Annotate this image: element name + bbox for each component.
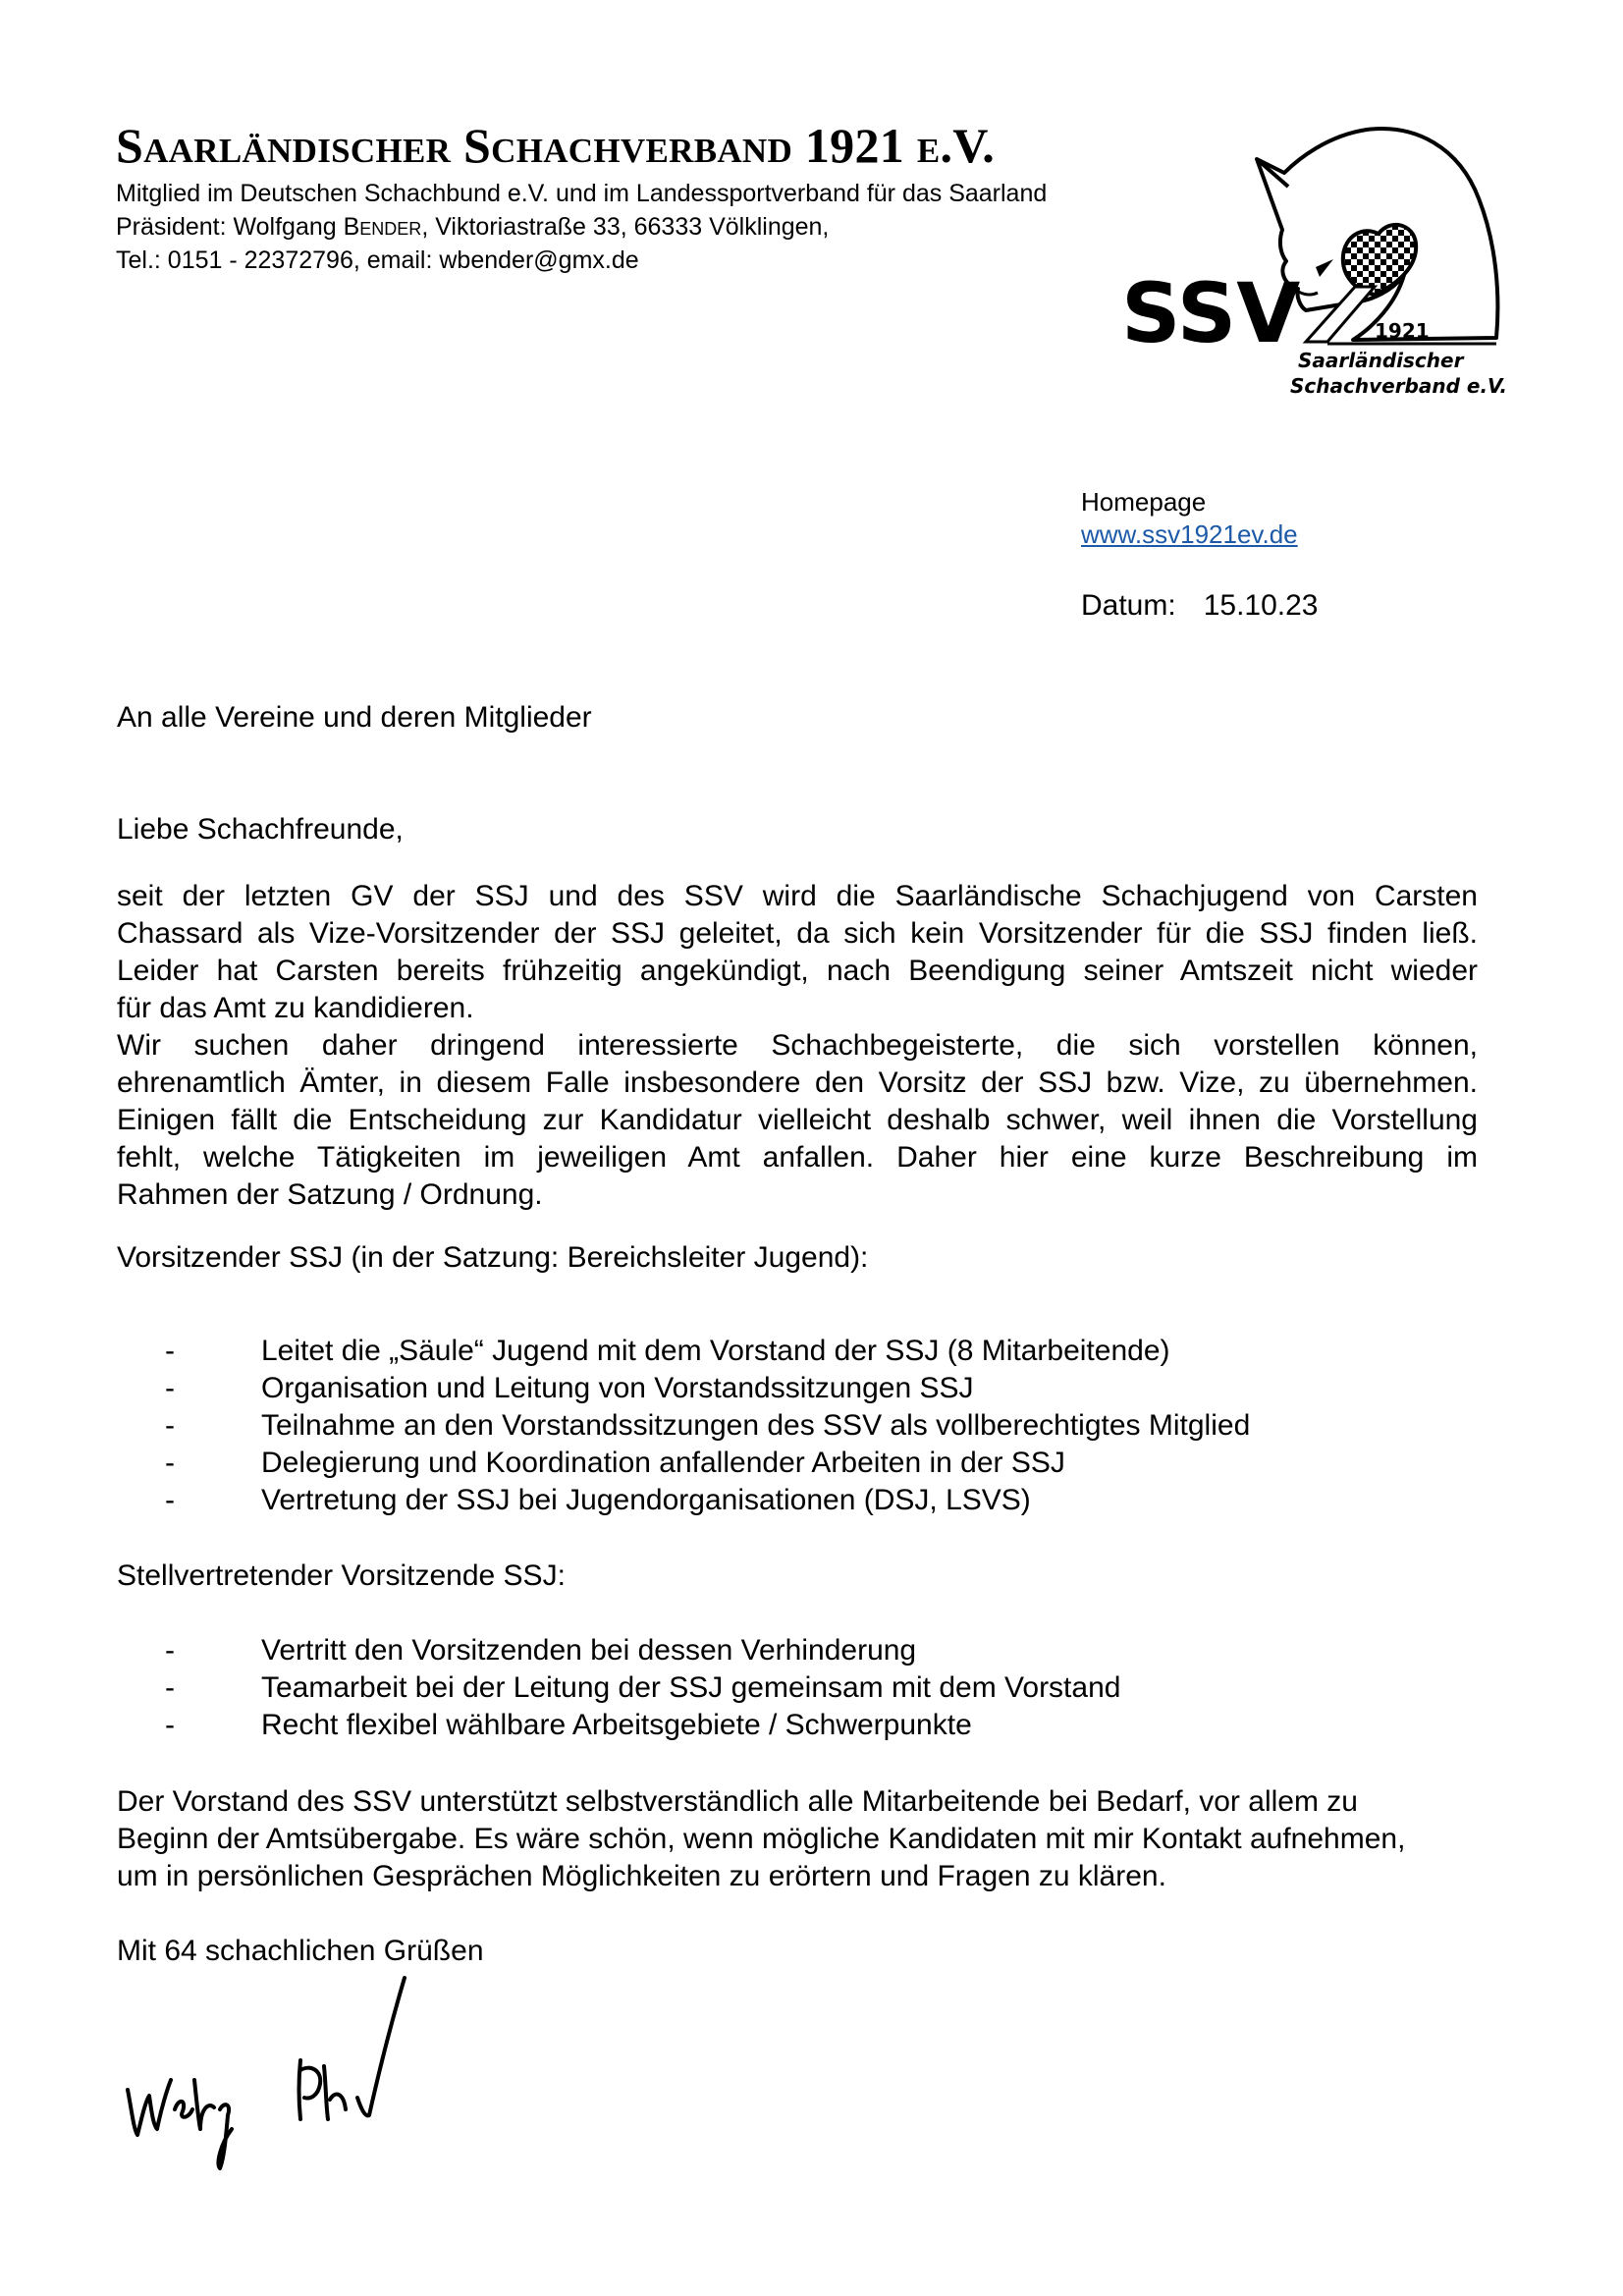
organization-title: Saarländischer Schachverband 1921 e.V. [116, 118, 996, 173]
section1-heading: Vorsitzender SSJ (in der Satzung: Bereichsleiter Jugend): [117, 1241, 869, 1274]
section2-heading: Stellvertretender Vorsitzende SSJ: [117, 1559, 566, 1592]
salutation: Liebe Schachfreunde, [117, 813, 404, 846]
addressee: An alle Vereine und deren Mitglieder [117, 701, 592, 734]
intro-line: Rahmen der Satzung / Ordnung. [117, 1178, 543, 1211]
intro-line: Einigen fällt die Entscheidung zur Kandidatur vielleicht deshalb schwer, weil ihnen die Vorstellung [117, 1104, 1478, 1136]
ssv-logo [1109, 118, 1542, 403]
section2-list [165, 1632, 1441, 1744]
president-prefix: Präsident: Wolfgang [116, 213, 344, 241]
president-address: , Viktoriastraße 33, 66333 Völklingen, [421, 213, 830, 241]
contact-line: Tel.: 0151 - 22372796, email: wbender@gmx.de [116, 246, 639, 274]
list-item: - Vertritt den Vorsitzenden bei dessen Verhinderung [165, 1634, 917, 1667]
logo-year: 1921 [1375, 319, 1430, 343]
logo-caption-2: Schachverband e.V. [1290, 374, 1508, 398]
intro-line: ehrenamtlich Ämter, in diesem Falle insbesondere den Vorsitz der SSJ bzw. Vize, zu übernehmen. [117, 1066, 1478, 1099]
section1-list [165, 1333, 1441, 1519]
list-item: - Delegierung und Koordination anfallender Arbeiten in der SSJ [165, 1447, 1065, 1479]
intro-line: seit der letzten GV der SSJ und des SSV wird die Saarländische Schachjugend von Carsten [117, 880, 1478, 912]
intro-line: für das Amt zu kandidieren. [117, 992, 474, 1024]
president-line [116, 210, 829, 244]
list-item: - Teilnahme an den Vorstandssitzungen des SSV als vollberechtigtes Mitglied [165, 1409, 1251, 1442]
intro-paragraph [117, 878, 1478, 1214]
homepage-label: Homepage [1081, 487, 1207, 517]
intro-line: Chassard als Vize-Vorsitzender der SSJ geleitet, da sich kein Vorsitzender für die SSJ finden ließ. [117, 917, 1478, 950]
date-label: Datum: [1081, 589, 1176, 622]
list-item: - Vertretung der SSJ bei Jugendorganisationen (DSJ, LSVS) [165, 1484, 1031, 1516]
date-value: 15.10.23 [1203, 589, 1319, 622]
list-item: - Organisation und Leitung von Vorstandssitzungen SSJ [165, 1372, 974, 1404]
signature [118, 1972, 432, 2178]
intro-line: fehlt, welche Tätigkeiten im jeweiligen Amt anfallen. Daher hier eine kurze Beschreibung im [117, 1141, 1478, 1174]
regards: Mit 64 schachlichen Grüßen [117, 1935, 484, 1967]
list-item: - Recht flexibel wählbare Arbeitsgebiete / Schwerpunkte [165, 1709, 972, 1741]
closing-line: um in persönlichen Gesprächen Möglichkeiten zu erörtern und Fragen zu klären. [117, 1860, 1166, 1892]
homepage-link[interactable]: www.ssv1921ev.de [1081, 519, 1298, 549]
date-line [1081, 586, 1318, 626]
list-item: - Leitet die „Säule“ Jugend mit dem Vorstand der SSJ (8 Mitarbeitende) [165, 1335, 1170, 1367]
closing-line: Der Vorstand des SSV unterstützt selbstverständlich alle Mitarbeitende bei Bedarf, vor allem zu [117, 1785, 1358, 1818]
intro-line: Leider hat Carsten bereits frühzeitig angekündigt, nach Beendigung seiner Amtszeit nicht wieder [117, 955, 1478, 987]
list-item: - Teamarbeit bei der Leitung der SSJ gemeinsam mit dem Vorstand [165, 1671, 1121, 1704]
closing-line: Beginn der Amtsübergabe. Es wäre schön, wenn mögliche Kandidaten mit mir Kontakt aufnehmen, [117, 1823, 1406, 1855]
president-surname: Bender [343, 213, 422, 241]
membership-line: Mitglied im Deutschen Schachbund e.V. und im Landessportverband für das Saarland [116, 180, 1048, 207]
intro-line: Wir suchen daher dringend interessierte Schachbegeisterte, die sich vorstellen können, [117, 1029, 1478, 1062]
logo-caption-1: Saarländischer [1298, 349, 1464, 372]
closing-paragraph [117, 1783, 1531, 1895]
logo-text-ssv: SSV [1121, 265, 1301, 361]
